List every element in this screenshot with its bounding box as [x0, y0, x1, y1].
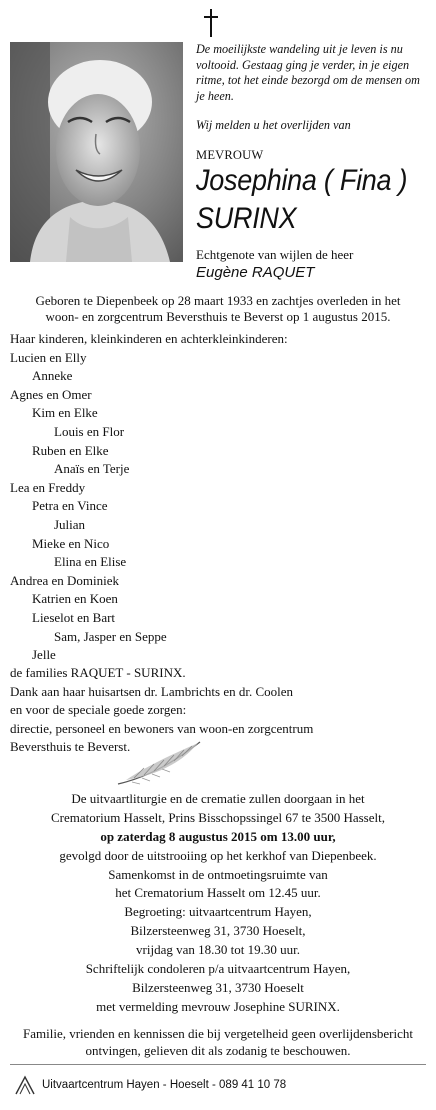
- deceased-first-names: Josephina ( Fina ): [196, 164, 408, 197]
- service-line: vrijdag van 18.30 tot 19.30 uur.: [136, 942, 300, 958]
- family-member: Mieke en Nico: [32, 535, 110, 551]
- family-member: Anaïs en Terje: [54, 461, 130, 477]
- family-heading: Haar kinderen, kleinkinderen en achterkleinkinderen:: [10, 331, 288, 346]
- thanks-line: directie, personeel en bewoners van woon-en zorgcentrum: [10, 720, 314, 736]
- service-line: met vermelding mevrouw Josephine SURINX.: [96, 998, 340, 1014]
- service-line: Bilzersteenweg 31, 3730 Hoeselt,: [130, 923, 306, 939]
- family-list: [10, 330, 426, 665]
- service-line: het Crematorium Hasselt om 12.45 uur.: [115, 885, 321, 901]
- thanks-line: Dank aan haar huisartsen dr. Lambrichts en dr. Coolen: [10, 683, 294, 699]
- service-line: op zaterdag 8 augustus 2015 om 13.00 uur,: [100, 828, 336, 844]
- spouse-name: Eugène RAQUET: [196, 264, 315, 281]
- intro-line: Geboren te Diepenbeek op 28 maart 1933 en zachtjes overleden in het: [35, 293, 401, 308]
- quote-text: De moeilijkste wandeling uit je leven is nu voltooid. Gestaag ging je verder, in je eigen ritme, tot het einde bezorgd om de mensen om je heen.: [196, 42, 420, 103]
- family-member: Jelle: [32, 647, 56, 663]
- funeral-home-logo-icon: [13, 1074, 37, 1096]
- thanks-line: Beversthuis te Beverst.: [10, 739, 131, 755]
- family-member: Lieselot en Bart: [32, 609, 116, 625]
- service-line: De uitvaartliturgie en de crematie zullen doorgaan in het: [71, 791, 365, 806]
- honorific: MEVROUW: [196, 148, 264, 162]
- family-member: Lea en Freddy: [10, 479, 86, 495]
- family-member: Agnes en Omer: [10, 386, 92, 402]
- family-member: Sam, Jasper en Seppe: [54, 628, 167, 644]
- family-member: Andrea en Dominiek: [10, 572, 120, 588]
- family-member: Louis en Flor: [54, 423, 125, 439]
- thanks-line: en voor de speciale goede zorgen:: [10, 702, 187, 718]
- family-member: Julian: [54, 516, 86, 532]
- announcement-text: Wij melden u het overlijden van: [196, 118, 351, 133]
- family-member: Elina en Elise: [54, 554, 127, 570]
- closing-line: Familie, vrienden en kennissen die bij vergetelheid geen overlijdensbericht: [23, 1026, 413, 1041]
- deceased-surname: SURINX: [196, 202, 297, 235]
- service-line: gevolgd door de uitstrooiing op het kerkhof van Diepenbeek.: [59, 847, 377, 863]
- family-member: Anneke: [32, 368, 73, 384]
- families-line: de families RAQUET - SURINX.: [10, 665, 186, 680]
- service-line: Crematorium Hasselt, Prins Bisschopssingel 67 te 3500 Hasselt,: [50, 809, 385, 825]
- family-member: Lucien en Elly: [10, 349, 87, 365]
- footer-divider: [10, 1064, 426, 1065]
- family-member: Ruben en Elke: [32, 442, 109, 458]
- funeral-home-contact: Uitvaartcentrum Hayen - Hoeselt - 089 41 10 78: [42, 1079, 287, 1091]
- service-line: Samenkomst in de ontmoetingsruimte van: [108, 866, 328, 882]
- feather-icon: [114, 738, 204, 788]
- closing-note: [10, 1026, 426, 1059]
- spouse-intro: Echtgenote van wijlen de heer: [196, 247, 354, 262]
- service-line: Bilzersteenweg 31, 3730 Hoeselt: [132, 979, 304, 995]
- cross-icon: [201, 8, 221, 38]
- birth-death-text: [10, 293, 426, 325]
- service-details: [10, 790, 426, 1017]
- intro-line: woon- en zorgcentrum Beversthuis te Beverst op 1 augustus 2015.: [45, 309, 391, 324]
- memorial-quote: [196, 42, 424, 134]
- service-line: Schriftelijk condoleren p/a uitvaartcentrum Hayen,: [85, 961, 351, 977]
- family-member: Kim en Elke: [32, 405, 98, 421]
- thanks-section: [10, 664, 426, 757]
- portrait-photo: [10, 42, 183, 262]
- service-line: Begroeting: uitvaartcentrum Hayen,: [124, 904, 312, 920]
- closing-line: ontvingen, gelieven dit als zodanig te beschouwen.: [85, 1042, 351, 1058]
- family-entries: [10, 349, 426, 665]
- family-member: Petra en Vince: [32, 498, 108, 514]
- family-member: Katrien en Koen: [32, 591, 118, 607]
